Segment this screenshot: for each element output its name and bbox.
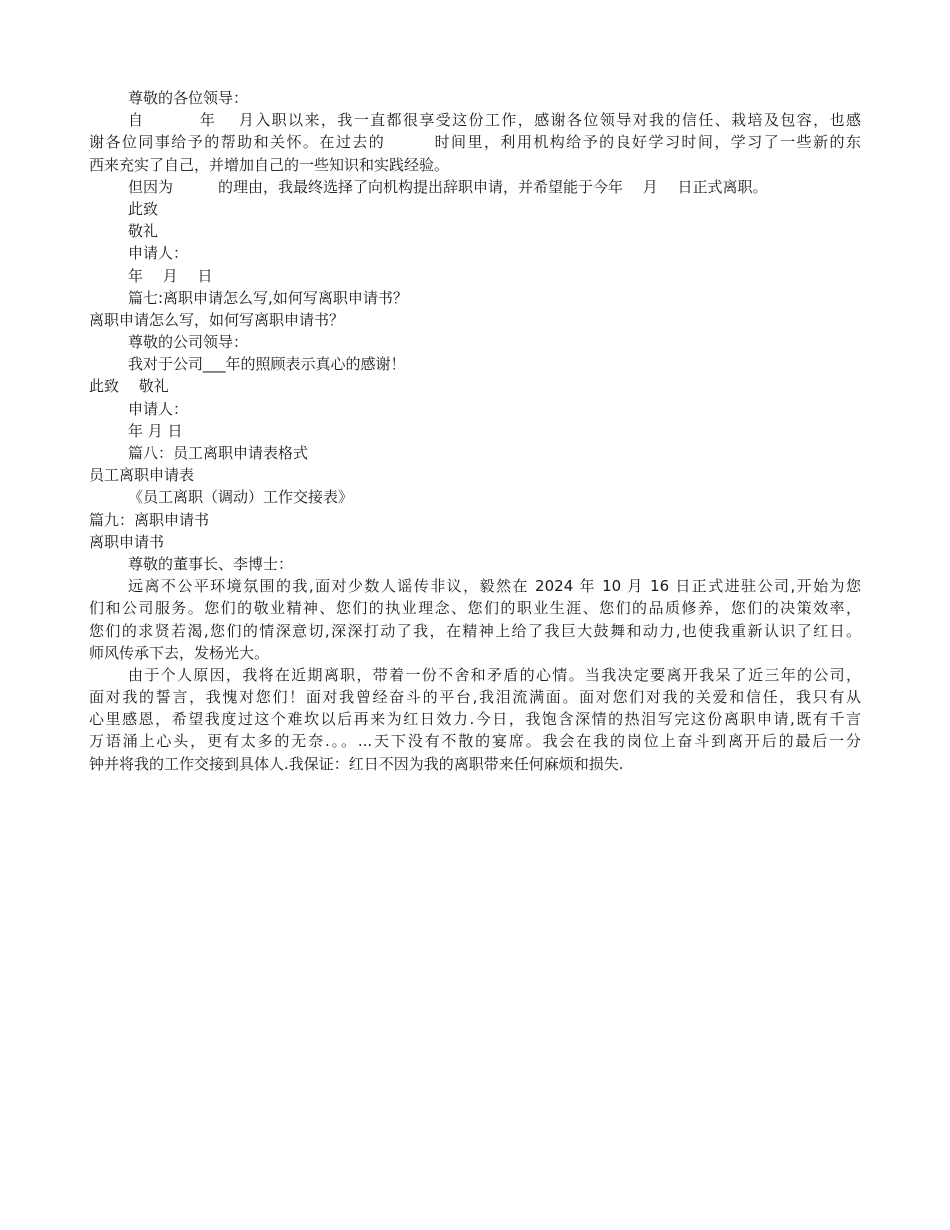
paragraph-line: 我对于公司___年的照顾表示真心的感谢！ bbox=[128, 355, 406, 374]
applicant-label: 申请人： bbox=[128, 399, 189, 418]
paragraph-line: 面对我的誓言，我愧对您们！面对我曾经奋斗的平台,我泪流满面。面对您们对我的关爱和信任，我只有从 bbox=[89, 688, 861, 707]
paragraph-line: 心里感恩，希望我度过这个难坎以后再来为红日效力.今日，我饱含深情的热泪写完这份离职申请,既有千言 bbox=[89, 710, 861, 729]
paragraph-line: 西来充实了自己，并增加自己的一些知识和实践经验。 bbox=[89, 155, 450, 174]
paragraph-line: 师风传承下去，发杨光大。 bbox=[89, 643, 270, 662]
paragraph-line: 但因为 的理由，我最终选择了向机构提出辞职申请，并希望能于今年 月 日正式离职。 bbox=[128, 177, 768, 196]
paragraph-line: 由于个人原因，我将在近期离职，带着一份不舍和矛盾的心情。当我决定要离开我呆了近三年的公司， bbox=[128, 665, 861, 684]
section-heading: 篇八：员工离职申请表格式 bbox=[128, 444, 309, 462]
paragraph-line: 远离不公平环境氛围的我,面对少数人谣传非议，毅然在 2024 年 10 月 16 日正式进驻公司,开始为您 bbox=[128, 577, 861, 596]
paragraph-line: 万语涌上心头，更有太多的无奈.。。...天下没有不散的宴席。我会在我的岗位上奋斗到离开后的最后一分 bbox=[89, 732, 861, 751]
date-line: 年 月 日 bbox=[128, 421, 183, 440]
section-heading: 篇七:离职申请怎么写,如何写离职申请书？ bbox=[128, 288, 408, 307]
document-page bbox=[89, 87, 861, 775]
section-title: 离职申请书 bbox=[89, 532, 165, 551]
paragraph-line: 自 年 月入职以来，我一直都很享受这份工作，感谢各位领导对我的信任、栽培及包容，也感 bbox=[128, 111, 861, 130]
closing-line: 敬礼 bbox=[128, 222, 159, 241]
paragraph-line: 们和公司服务。您们的敬业精神、您们的执业理念、您们的职业生涯、您们的品质修养，您们的决策效率， bbox=[89, 599, 861, 618]
paragraph-line: 谢各位同事给予的帮助和关怀。在过去的 时间里，利用机构给予的良好学习时间，学习了一些新的东 bbox=[89, 133, 861, 152]
salutation: 尊敬的公司领导： bbox=[128, 333, 249, 352]
form-name: 《员工离职（调动）工作交接表》 bbox=[128, 488, 354, 507]
section-title: 离职申请怎么写，如何写离职申请书？ bbox=[89, 310, 345, 329]
applicant-label: 申请人： bbox=[128, 244, 189, 263]
closing-line: 此致 bbox=[128, 199, 159, 218]
paragraph-line: 钟并将我的工作交接到具体人.我保证：红日不因为我的离职带来任何麻烦和损失. bbox=[89, 754, 624, 773]
salutation: 尊敬的各位领导： bbox=[128, 89, 249, 107]
paragraph-line: 您们的求贤若渴,您们的情深意切,深深打动了我，在精神上给了我巨大鼓舞和动力,也使我重新认识了红日。 bbox=[89, 621, 861, 640]
closing-line: 此致 敬礼 bbox=[89, 377, 169, 396]
date-line: 年 月 日 bbox=[128, 266, 213, 285]
salutation: 尊敬的董事长、李博士： bbox=[128, 554, 294, 573]
section-title: 员工离职申请表 bbox=[89, 466, 195, 485]
section-heading: 篇九：离职申请书 bbox=[89, 510, 210, 529]
